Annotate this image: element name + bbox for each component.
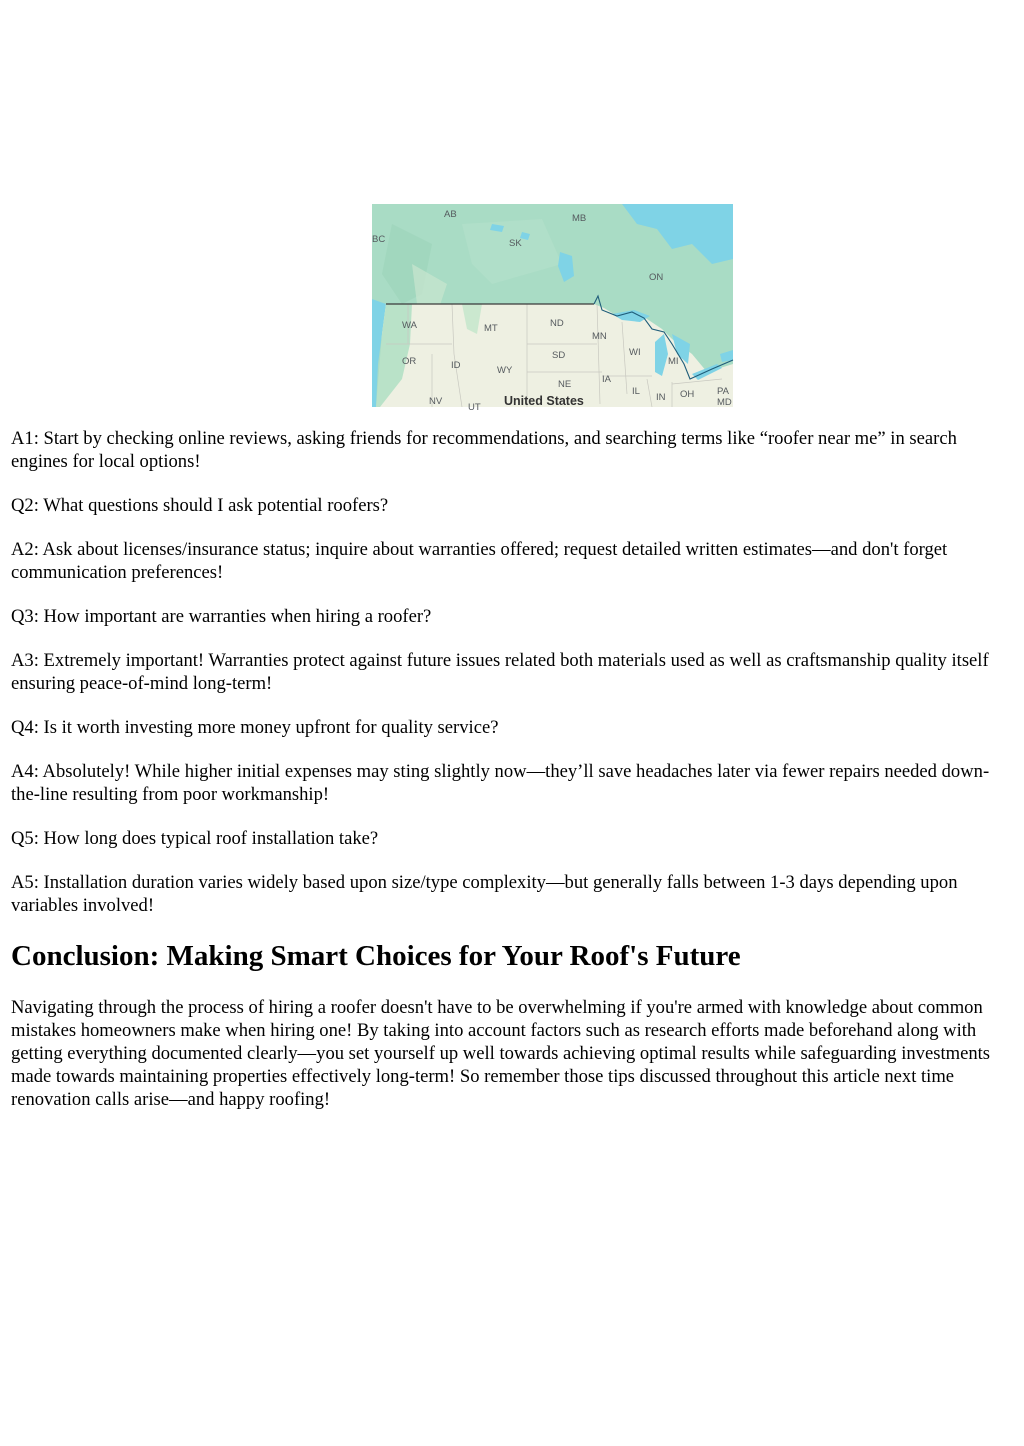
map-label-ne: NE <box>558 379 572 390</box>
map-label-sk: SK <box>509 238 522 249</box>
map-label-sd: SD <box>552 350 566 361</box>
map-label-or: OR <box>402 356 417 367</box>
faq-question-4: Q4: Is it worth investing more money upfront for quality service? <box>11 717 499 738</box>
faq-answer-2: A2: Ask about licenses/insurance status; inquire about warranties offered; request detailed written estimates—and don't forget communication preferences! <box>11 539 948 583</box>
faq-question-5: Q5: How long does typical roof installation take? <box>11 828 379 849</box>
faq-answer-3: A3: Extremely important! Warranties protect against future issues related both materials used as well as craftsmanship quality itself ensuring peace-of-mind long-term! <box>11 650 989 694</box>
map-label-nv: NV <box>429 396 443 407</box>
map-svg <box>372 204 733 413</box>
map-label-ab: AB <box>444 209 457 220</box>
faq-answer-1: A1: Start by checking online reviews, asking friends for recommendations, and searching terms like “roofer near me” in search engines for local options! <box>11 428 957 472</box>
map-label-pa: PA <box>717 386 729 397</box>
map-label-in: IN <box>656 392 666 403</box>
article-content <box>11 427 1014 1132</box>
map-label-mb: MB <box>572 213 587 224</box>
map-label-oh: OH <box>680 389 695 400</box>
faq-answer-4: A4: Absolutely! While higher initial expenses may sting slightly now—they’ll save headaches later via fewer repairs needed down-the-line resulting from poor workmanship! <box>11 761 990 805</box>
map-label-country: United States <box>504 394 584 408</box>
map-label-mn: MN <box>592 331 607 342</box>
map-label-nd: ND <box>550 318 564 329</box>
faq-answer-5: A5: Installation duration varies widely based upon size/type complexity—but generally falls between 1-3 days depending upon variables involved! <box>11 872 958 916</box>
map-label-il: IL <box>632 386 640 397</box>
map-label-wa: WA <box>402 320 417 331</box>
map-label-wy: WY <box>497 365 513 376</box>
map-label-mt: MT <box>484 323 498 334</box>
map-label-ia: IA <box>602 374 611 385</box>
map-label-md: MD <box>717 397 732 408</box>
faq-question-3: Q3: How important are warranties when hiring a roofer? <box>11 606 432 627</box>
map-label-ut: UT <box>468 402 481 413</box>
map-label-mi: MI <box>668 356 679 367</box>
map-label-wi: WI <box>629 347 641 358</box>
map-label-on: ON <box>649 272 664 283</box>
map-image <box>372 204 733 413</box>
map-label-id: ID <box>451 360 461 371</box>
conclusion-heading: Conclusion: Making Smart Choices for Your Roof's Future <box>11 940 741 972</box>
conclusion-body: Navigating through the process of hiring a roofer doesn't have to be overwhelming if you're armed with knowledge about common mistakes homeowners make when hiring one! By taking into account factors such as research efforts made beforehand along with getting everything documented clearly—you set yourself up well towards achieving optimal results while safeguarding investments made towards maintaining properties effectively long-term! So remember those tips discussed throughout this article next time renovation calls arise—and happy roofing! <box>11 997 991 1110</box>
map-label-bc: BC <box>372 234 386 245</box>
faq-question-2: Q2: What questions should I ask potential roofers? <box>11 495 389 516</box>
